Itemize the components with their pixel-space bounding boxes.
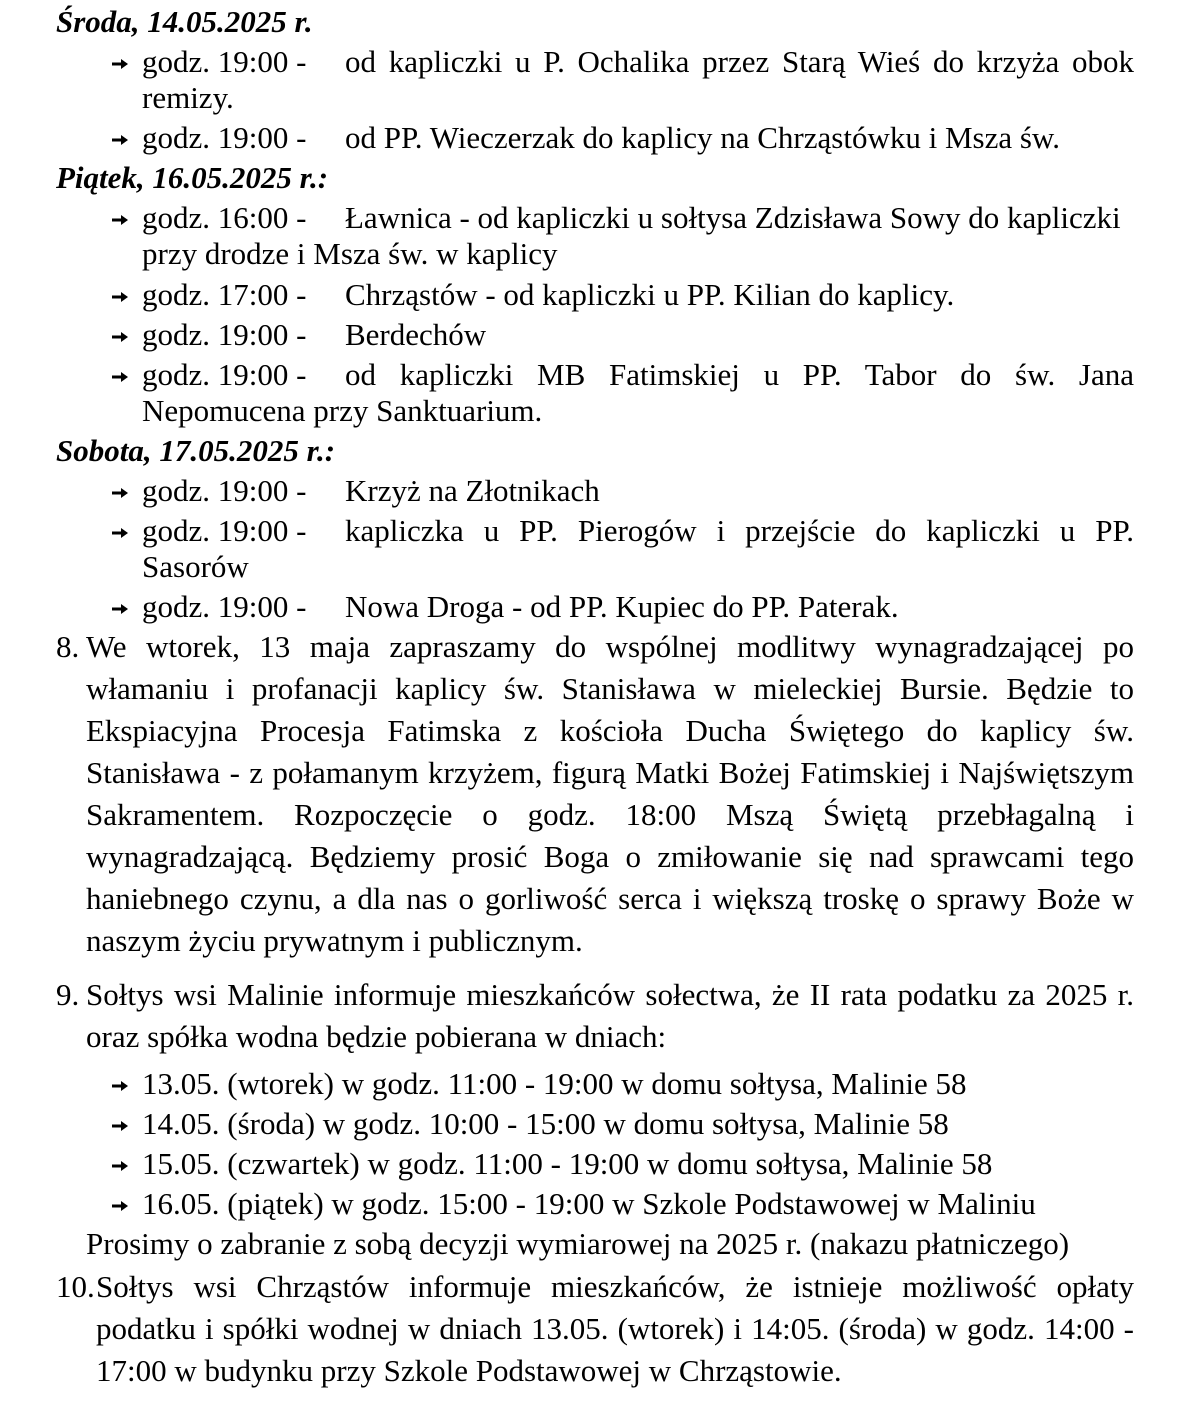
entry-time: godz. 19:00 - <box>142 513 307 548</box>
day-heading-sobota: Sobota, 17.05.2025 r.: <box>56 433 336 468</box>
day-heading-piatek: Piątek, 16.05.2025 r.: <box>56 160 329 195</box>
collection-date: 14.05. (środa) w godz. 10:00 - 15:00 w domu sołtysa, Malinie 58 <box>142 1106 949 1141</box>
schedule-entry <box>142 317 1134 353</box>
entry-description: Chrząstów - od kapliczki u PP. Kilian do kaplicy. <box>345 277 955 312</box>
schedule-entry <box>142 357 1134 429</box>
entry-description: Nowa Droga - od PP. Kupiec do PP. Paterak. <box>345 589 899 624</box>
announcement-paragraph: We wtorek, 13 maja zapraszamy do wspólnej modlitwy wynagradzającej po włamaniu i profanacji kaplicy św. Stanisława w mieleckiej Bursie. Będzie to Ekspiacyjna Procesja Fatimska z kościoła Ducha Świętego do kaplicy św. Stanisława - z połamanym krzyżem, figurą Matki Bożej Fatimskiej i Najświętszym Sakramentem. Rozpoczęcie o godz. 18:00 Mszą Świętą przebłagalną i wynagradzającą. Będziemy prosić Boga o zmiłowanie się nad sprawcami tego haniebnego czynu, a dla nas o gorliwość serca i większą troskę o sprawy Boże w naszym życiu prywatnym i publicznym. <box>86 629 1134 958</box>
arrow-right-icon <box>112 120 132 156</box>
schedule-entry <box>142 44 1134 116</box>
entry-description: Ławnica - od kapliczki u sołtysa Zdzisława Sowy do kapliczki przy drodze i Msza św. w kaplicy <box>142 200 1121 271</box>
announcement-note: Prosimy o zabranie z sobą decyzji wymiarowej na 2025 r. (nakazu płatniczego) <box>86 1226 1070 1261</box>
entry-time: godz. 19:00 - <box>142 473 307 508</box>
item-number: 9. <box>56 977 80 1012</box>
arrow-right-icon <box>112 317 132 353</box>
entry-description: Berdechów <box>345 317 487 352</box>
arrow-right-icon <box>112 1106 132 1142</box>
entry-description: od kapliczki u P. Ochalika przez Starą Wieś do krzyża obok remizy. <box>142 44 1134 115</box>
schedule-entry <box>142 277 1134 313</box>
arrow-right-icon <box>112 44 132 80</box>
entry-time: godz. 16:00 - <box>142 200 307 235</box>
entry-description: kapliczka u PP. Pierogów i przejście do kapliczki u PP. Sasorów <box>142 513 1134 584</box>
collection-date: 15.05. (czwartek) w godz. 11:00 - 19:00 w domu sołtysa, Malinie 58 <box>142 1146 993 1181</box>
arrow-right-icon <box>112 357 132 393</box>
schedule-entry <box>142 589 1134 625</box>
arrow-right-icon <box>112 1066 132 1102</box>
entry-time: godz. 19:00 - <box>142 589 307 624</box>
collection-date: 16.05. (piątek) w godz. 15:00 - 19:00 w Szkole Podstawowej w Maliniu <box>142 1186 1036 1221</box>
arrow-right-icon <box>112 513 132 549</box>
schedule-entry <box>142 120 1134 156</box>
entry-time: godz. 19:00 - <box>142 317 307 352</box>
schedule-entry <box>142 473 1134 509</box>
arrow-right-icon <box>112 277 132 313</box>
day-heading-sroda: Środa, 14.05.2025 r. <box>56 4 313 39</box>
entry-time: godz. 19:00 - <box>142 120 307 155</box>
entry-time: godz. 17:00 - <box>142 277 307 312</box>
item-number: 8. <box>56 629 80 664</box>
entry-description: od kapliczki MB Fatimskiej u PP. Tabor do św. Jana Nepomucena przy Sanktuarium. <box>142 357 1134 428</box>
entry-time: godz. 19:00 - <box>142 357 307 392</box>
arrow-right-icon <box>112 589 132 625</box>
entry-description: od PP. Wieczerzak do kaplicy na Chrząstówku i Msza św. <box>345 120 1061 155</box>
arrow-right-icon <box>112 473 132 509</box>
arrow-right-icon <box>112 200 132 236</box>
item-number: 10. <box>56 1269 95 1304</box>
announcement-paragraph: Sołtys wsi Malinie informuje mieszkańców sołectwa, że II rata podatku za 2025 r. oraz spółka wodna będzie pobierana w dniach: <box>86 977 1134 1054</box>
arrow-right-icon <box>112 1146 132 1182</box>
announcement-paragraph: Sołtys wsi Chrząstów informuje mieszkańców, że istnieje możliwość opłaty podatku i spółki wodnej w dniach 13.05. (wtorek) i 14:05. (środa) w godz. 14:00 - 17:00 w budynku przy Szkole Podstawowej w Chrząstowie. <box>96 1269 1134 1388</box>
entry-description: Krzyż na Złotnikach <box>345 473 600 508</box>
schedule-entry <box>142 513 1134 585</box>
arrow-right-icon <box>112 1186 132 1222</box>
entry-time: godz. 19:00 - <box>142 44 307 79</box>
collection-date: 13.05. (wtorek) w godz. 11:00 - 19:00 w domu sołtysa, Malinie 58 <box>142 1066 967 1101</box>
schedule-entry <box>142 200 1122 272</box>
